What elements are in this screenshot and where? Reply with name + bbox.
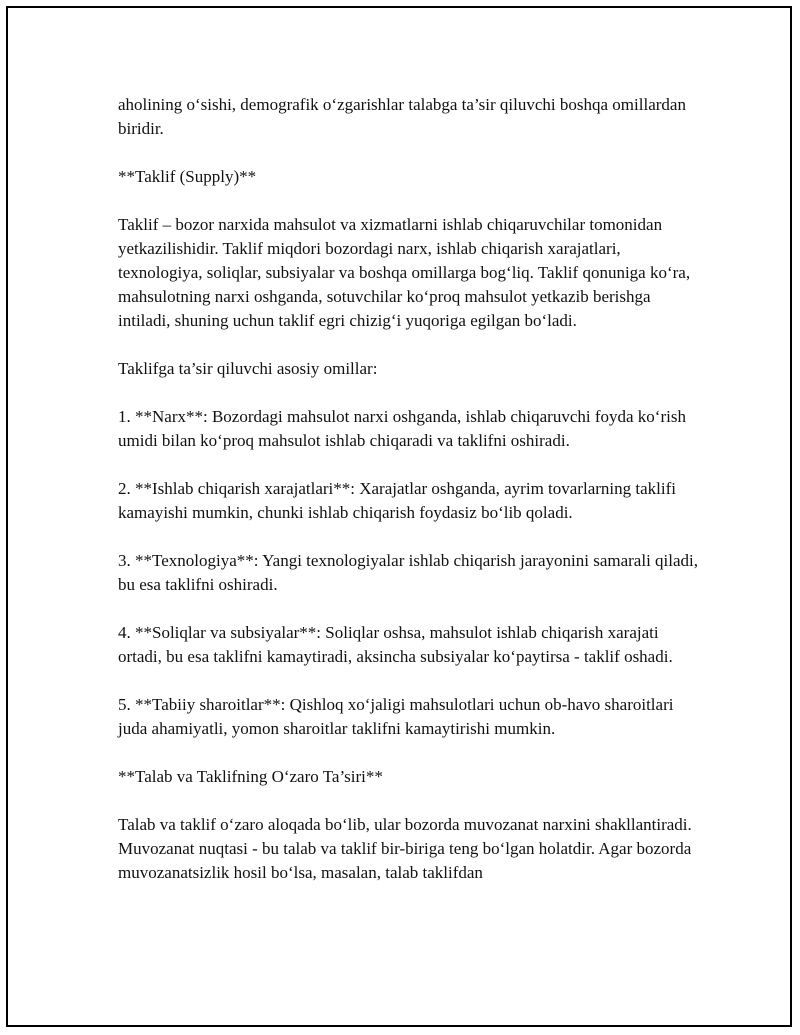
heading-demand-supply-interaction: **Talab va Taklifning O‘zaro Ta’siri** xyxy=(118,767,383,786)
paragraph-intro-continuation: aholining o‘sishi, demografik o‘zgarishlar talabga ta’sir qiluvchi boshqa omillardan biridir. xyxy=(118,95,686,138)
paragraph-equilibrium: Talab va taklif o‘zaro aloqada bo‘lib, ular bozorda muvozanat narxini shakllantiradi. Muvozanat nuqtasi - bu talab va taklif bir-biriga teng bo‘lgan holatdir. Agar bozorda muvozanatsizlik hosil bo‘lsa, masalan, talab taklifdan xyxy=(118,815,692,882)
list-item-price: 1. **Narx**: Bozordagi mahsulot narxi oshganda, ishlab chiqaruvchi foyda ko‘rish umidi bilan ko‘proq mahsulot ishlab chiqaradi va taklifni oshiradi. xyxy=(118,407,686,450)
list-item-technology: 3. **Texnologiya**: Yangi texnologiyalar ishlab chiqarish jarayonini samarali qiladi, bu esa taklifni oshiradi. xyxy=(118,551,699,594)
list-item-production-costs: 2. **Ishlab chiqarish xarajatlari**: Xarajatlar oshganda, ayrim tovarlarning taklifi kamayishi mumkin, chunki ishlab chiqarish foydasiz bo‘lib qoladi. xyxy=(118,479,676,522)
heading-supply: **Taklif (Supply)** xyxy=(118,167,257,186)
paragraph-factors-intro: Taklifga ta’sir qiluvchi asosiy omillar: xyxy=(118,359,378,378)
list-item-taxes-subsidies: 4. **Soliqlar va subsiyalar**: Soliqlar oshsa, mahsulot ishlab chiqarish xarajati ortadi, bu esa taklifni kamaytiradi, aksincha subsiyalar ko‘paytirsa - taklif oshadi. xyxy=(118,623,673,666)
list-item-natural-conditions: 5. **Tabiiy sharoitlar**: Qishloq xo‘jaligi mahsulotlari uchun ob-havo sharoitlari juda ahamiyatli, yomon sharoitlar taklifni kamaytirishi mumkin. xyxy=(118,695,674,738)
document-body xyxy=(118,93,698,885)
paragraph-supply-definition: Taklif – bozor narxida mahsulot va xizmatlarni ishlab chiqaruvchilar tomonidan yetkazilishidir. Taklif miqdori bozordagi narx, ishlab chiqarish xarajatlari, texnologiya, soliqlar, subsiyalar va boshqa omillarga bog‘liq. Taklif qonuniga ko‘ra, mahsulotning narxi oshganda, sotuvchilar ko‘proq mahsulot yetkazib berishga intiladi, shuning uchun taklif egri chizig‘i yuqoriga egilgan bo‘ladi. xyxy=(118,215,691,330)
